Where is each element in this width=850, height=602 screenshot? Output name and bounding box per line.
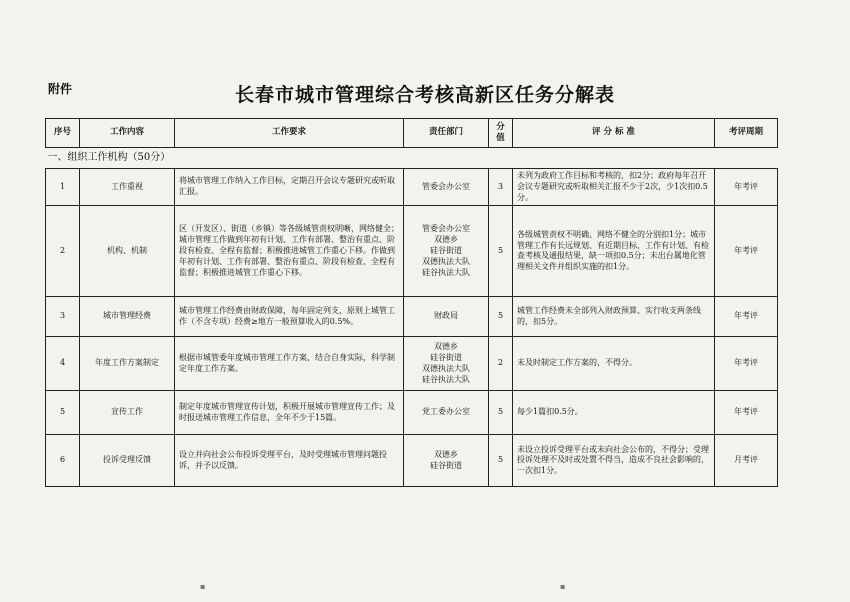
evaluation-period: 月考评 [715,435,778,487]
row-number: 4 [46,337,80,391]
header-cell: 考评周期 [715,119,778,148]
header-cell: 工作要求 [175,119,404,148]
responsible-department: 管委会办公室 [404,169,489,206]
document-title: 长春市城市管理综合考核高新区任务分解表 [234,84,615,106]
row-number: 2 [46,206,80,297]
header-cell: 分值 [489,119,513,148]
responsible-department: 双德乡 硅谷街道 [404,435,489,487]
table-row [46,169,778,206]
work-requirement: 将城市管理工作纳入工作目标，定期召开会议专题研究或听取汇报。 [175,169,404,206]
work-requirement: 根据市城管委年度城市管理工作方案，结合自身实际，科学制定年度工作方案。 [175,337,404,391]
work-requirement: 区（开发区）、街道（乡镇）等各级城管责权明晰，网络健全；城市管理工作做到年初有计划、工作有部署、整治有重点、阶段有检查、全程有监督；积极推进城管工作重心下移。作做到年初有计划、工作有部署、整治有重点、阶段有检查、全程有监督；积极推进城管工作重心下移。 [175,206,404,297]
table-header-row [46,119,778,148]
scoring-criteria: 各级城管责权不明确、网络不健全的分别扣1分；城市管理工作有长远规划、有近期目标，工作有计划、有检查考核及通报结果，缺一项扣0.5分；未出台属地化管理相关文件并组织实施的扣1分。 [513,206,715,297]
scan-speck: ▪ [560,582,566,591]
scoring-criteria: 未及时制定工作方案的，不得分。 [513,337,715,391]
score-value: 5 [489,391,513,435]
header-cell: 责任部门 [404,119,489,148]
scoring-criteria: 未设立投诉受理平台或未向社会公布的，不得分；受理投诉处理不及时或处置不得当，造成不良社会影响的，一次扣1分。 [513,435,715,487]
header-cell: 工作内容 [80,119,175,148]
header-cell: 序号 [46,119,80,148]
row-number: 6 [46,435,80,487]
work-content: 机构、机制 [80,206,175,297]
work-requirement: 城市管理工作经费由财政保障，每年固定列支，原则上城管工作（不含专项）经费≥地方一般预算收入的0.5%。 [175,297,404,337]
row-number: 5 [46,391,80,435]
task-table [45,118,778,487]
responsible-department: 党工委办公室 [404,391,489,435]
scoring-criteria: 未列为政府工作目标和考核的，扣2分；政府每年召开会议专题研究或听取相关汇报不少于2次，少1次扣0.5分。 [513,169,715,206]
evaluation-period: 年考评 [715,391,778,435]
evaluation-period: 年考评 [715,206,778,297]
evaluation-period: 年考评 [715,337,778,391]
score-value: 5 [489,206,513,297]
scoring-criteria: 每少1篇扣0.5分。 [513,391,715,435]
work-content: 城市管理经费 [80,297,175,337]
evaluation-period: 年考评 [715,169,778,206]
scoring-criteria: 城管工作经费未全部列入财政预算、实行收支两条线的，扣5分。 [513,297,715,337]
work-content: 工作重视 [80,169,175,206]
row-number: 3 [46,297,80,337]
responsible-department: 管委会办公室 双德乡 硅谷街道 双德执法大队 硅谷执法大队 [404,206,489,297]
work-content: 投诉受理反馈 [80,435,175,487]
responsible-department: 财政局 [404,297,489,337]
table-row [46,206,778,297]
header-cell: 评 分 标 准 [513,119,715,148]
score-value: 2 [489,337,513,391]
section-row [46,148,778,169]
table-row [46,435,778,487]
work-content: 宣传工作 [80,391,175,435]
score-value: 5 [489,435,513,487]
work-content: 年度工作方案制定 [80,337,175,391]
row-number: 1 [46,169,80,206]
work-requirement: 设立并向社会公布投诉受理平台，及时受理城市管理问题投诉，并予以反馈。 [175,435,404,487]
responsible-department: 双德乡 硅谷街道 双德执法大队 硅谷执法大队 [404,337,489,391]
scan-speck: ▪ [200,582,206,591]
evaluation-period: 年考评 [715,297,778,337]
table-row [46,297,778,337]
work-requirement: 制定年度城市管理宣传计划，积极开展城市管理宣传工作；及时报送城市管理工作信息，全年不少于15篇。 [175,391,404,435]
table-row [46,391,778,435]
table-row [46,337,778,391]
attachment-label: 附件 [48,82,73,96]
score-value: 3 [489,169,513,206]
score-value: 5 [489,297,513,337]
section-heading: 一、组织工作机构（50分） [46,148,778,169]
